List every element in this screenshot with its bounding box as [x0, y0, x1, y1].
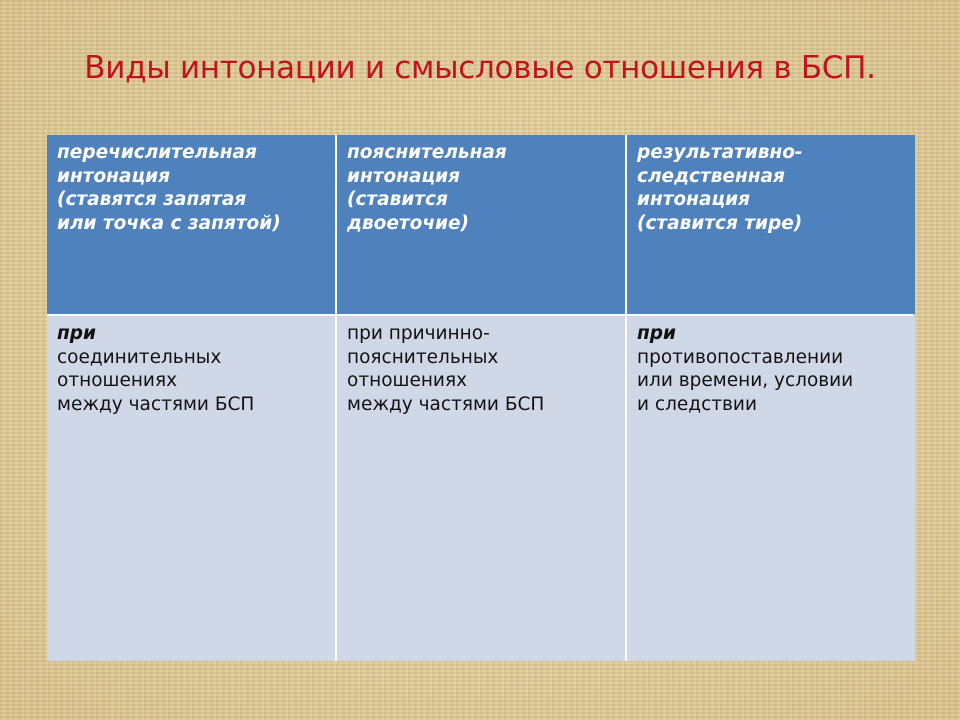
body-line: при причинно-	[347, 323, 490, 344]
slide-title: Виды интонации и смысловые отношения в БСП.	[84, 50, 876, 86]
header-line: (ставится тире)	[637, 212, 803, 234]
header-line: или точка с запятой)	[57, 212, 281, 234]
header-cell-enumerative	[47, 135, 335, 314]
body-line: между частями БСП	[347, 393, 545, 415]
body-line: отношениях	[57, 370, 178, 391]
header-line: (ставится	[347, 189, 448, 210]
body-line: противопоставлении	[637, 346, 844, 368]
header-line: интонация	[57, 165, 170, 187]
body-cell-enumerative	[47, 316, 335, 661]
body-line: отношениях	[347, 370, 468, 391]
header-line: интонация	[347, 165, 460, 187]
header-line: двоеточие)	[347, 212, 470, 234]
body-line: соединительных	[57, 346, 222, 368]
header-line: следственная	[637, 165, 785, 187]
body-line: или времени, условии	[637, 370, 854, 391]
header-line: перечислительная	[57, 142, 257, 163]
header-cell-explanatory	[337, 135, 625, 314]
body-line: между частями БСП	[57, 393, 255, 415]
header-line: пояснительная	[347, 142, 507, 163]
body-line: пояснительных	[347, 346, 499, 368]
body-cell-resultative	[627, 316, 915, 661]
body-cell-explanatory	[337, 316, 625, 661]
header-cell-resultative	[627, 135, 915, 314]
body-line: при	[637, 323, 676, 344]
intonation-table	[47, 135, 913, 661]
header-line: (ставятся запятая	[57, 189, 247, 210]
body-line: при	[57, 323, 96, 344]
header-line: результативно-	[637, 142, 803, 163]
header-line: интонация	[637, 189, 750, 210]
body-line: и следствии	[637, 393, 757, 415]
